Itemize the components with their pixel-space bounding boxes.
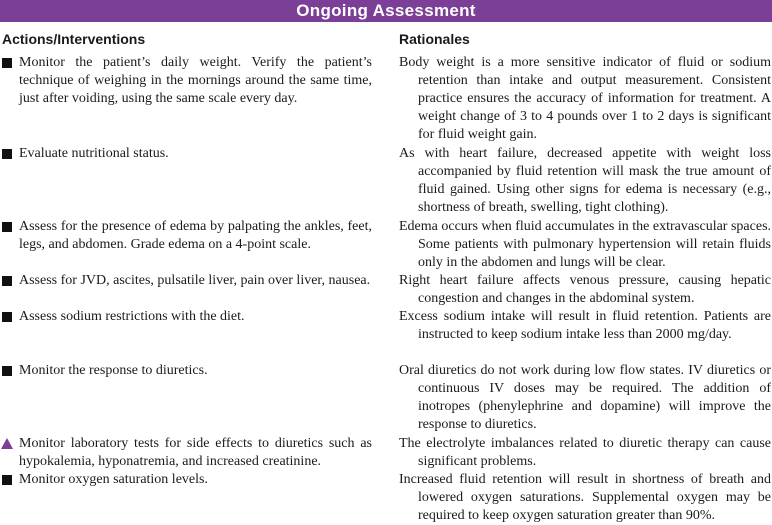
square-bullet-icon — [2, 149, 12, 159]
section-banner: Ongoing Assessment — [0, 0, 772, 22]
square-bullet-icon — [2, 222, 12, 232]
rationale-text: Edema occurs when fluid accumulates in the extravascular spaces. Some patients with pulmonary hypertension will retain fluids only in the abdomen and lungs will be clear. — [399, 219, 772, 270]
rationale-text: Right heart failure affects venous pressure, causing hepatic congestion and changes in the abdominal system. — [399, 273, 771, 306]
rationale-text: Increased fluid retention will result in shortness of breath and lowered oxygen saturations. Supplemental oxygen may be required to keep oxygen saturation greater than 90%. — [399, 472, 771, 523]
square-bullet-icon — [2, 366, 12, 376]
rationale-text: Oral diuretics do not work during low flow states. IV diuretics or continuous IV doses may be required. The addition of inotropes (phenylephrine and dopamine) will improve the response to diuretics. — [399, 363, 771, 432]
action-cell — [0, 471, 372, 489]
action-cell — [0, 218, 372, 254]
rationales-column-header: Rationales — [399, 31, 470, 47]
action-text: Monitor oxygen saturation levels. — [19, 472, 208, 487]
rationale-text: Body weight is a more sensitive indicator of fluid or sodium retention than intake and output measurement. Consistent practice ensures the accuracy of information for treatment. A weight change of 3 to 4 pounds over 1 to 2 days is significant for fluid weight gain. — [399, 55, 771, 142]
square-bullet-icon — [2, 475, 12, 485]
action-text: Assess for JVD, ascites, pulsatile liver, pain over liver, nausea. — [19, 273, 371, 288]
action-cell — [0, 272, 372, 290]
rationale-text: The electrolyte imbalances related to diuretic therapy can cause significant problems. — [399, 436, 771, 469]
action-cell — [0, 54, 372, 108]
action-text: Monitor laboratory tests for side effects to diuretics such as hypokalemia, hyponatremia, and increased creatinine. — [19, 436, 372, 469]
triangle-bullet-icon — [1, 438, 13, 449]
square-bullet-icon — [2, 58, 12, 68]
square-bullet-icon — [2, 312, 12, 322]
action-cell — [0, 145, 372, 163]
action-text: Evaluate nutritional status. — [19, 146, 169, 161]
action-cell — [0, 435, 372, 471]
action-text: Assess sodium restrictions with the diet. — [19, 309, 245, 324]
action-text: Assess for the presence of edema by palpating the ankles, feet, legs, and abdomen. Grade edema on a 4-point scale. — [19, 219, 372, 252]
square-bullet-icon — [2, 276, 12, 286]
rationale-text: Excess sodium intake will result in fluid retention. Patients are instructed to keep sodium intake less than 2000 mg/day. — [399, 309, 771, 342]
actions-column-header: Actions/Interventions — [2, 31, 146, 47]
action-text: Monitor the patient’s daily weight. Verify the patient’s technique of weighing in the mornings around the same time, just after voiding, using the same scale every day. — [19, 55, 372, 106]
action-cell — [0, 362, 372, 380]
action-cell — [0, 308, 372, 326]
action-text: Monitor the response to diuretics. — [19, 363, 208, 378]
rationale-text: As with heart failure, decreased appetite with weight loss accompanied by fluid retention will mask the true amount of fluid gained. Using other signs for edema is necessary (e.g., shortness of breath, swelling, tight clothing). — [399, 146, 771, 215]
